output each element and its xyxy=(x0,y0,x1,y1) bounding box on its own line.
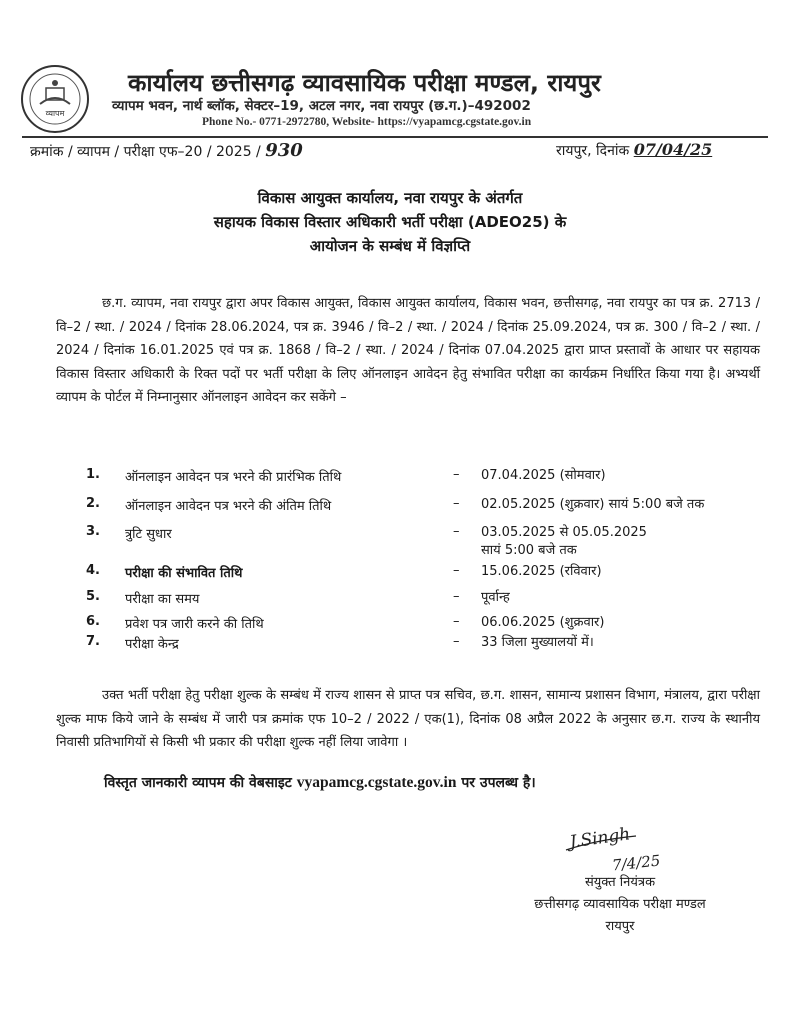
schedule-item-value: 02.05.2025 (शुक्रवार) सायं 5:00 बजे तक xyxy=(481,497,705,512)
schedule-item-dash: – xyxy=(453,524,460,539)
vyapam-logo-seal xyxy=(20,64,90,134)
schedule-item-dash: – xyxy=(453,467,460,482)
website-link[interactable]: vyapamcg.cgstate.gov.in xyxy=(296,774,457,791)
schedule-item-value: पूर्वान्ह xyxy=(481,590,510,605)
schedule-item-label: प्रवेश पत्र जारी करने की तिथि xyxy=(125,617,264,632)
schedule-item-dash: – xyxy=(453,589,460,604)
letterhead-divider xyxy=(22,136,768,138)
reference-number-handwritten: 930 xyxy=(265,140,303,161)
handwritten-signature xyxy=(556,822,696,878)
schedule-item-number: 1. xyxy=(86,467,100,482)
office-contact: Phone No.- 0771-2972780, Website- https://vyapamcg.cgstate.gov.in xyxy=(202,116,532,128)
schedule-item-number: 7. xyxy=(86,634,100,649)
reference-number-prefix: क्रमांक / व्यापम / परीक्षा एफ–20 / 2025 / xyxy=(30,144,261,160)
schedule-item-value: 06.06.2025 (शुक्रवार) xyxy=(481,615,605,630)
schedule-item-value xyxy=(481,524,647,560)
schedule-item-label: त्रुटि सुधार xyxy=(125,527,172,542)
reference-date-prefix: रायपुर, दिनांक xyxy=(556,143,630,159)
schedule-item-value: 15.06.2025 (रविवार) xyxy=(481,564,602,579)
schedule-item-label: परीक्षा केन्द्र xyxy=(125,637,179,652)
reference-date xyxy=(556,140,712,160)
schedule-item-number: 3. xyxy=(86,524,100,539)
schedule-item-dash: – xyxy=(453,563,460,578)
schedule-item-dash: – xyxy=(453,614,460,629)
schedule-item-value: 33 जिला मुख्यालयों में। xyxy=(481,635,594,650)
website-note xyxy=(104,773,536,792)
signatory-block xyxy=(500,872,740,938)
schedule-item-dash: – xyxy=(453,496,460,511)
intro-paragraph: छ.ग. व्यापम, नवा रायपुर द्वारा अपर विकास आयुक्त, विकास आयुक्त कार्यालय, विकास भवन, छत्तीसगढ़, नवा रायपुर का पत्र क्र. 2713 / वि–2 / स्था. / 2024 / दिनांक 28.06.2024, पत्र क्र. 3946 / वि–2 / स्था. / 2024 / दिनांक 25.09.2024, पत्र क्र. 300 / वि–2 / स्था. / 2024 / दिनांक 16.01.2025 एवं पत्र क्र. 1868 / वि–2 / स्था. / 2024 / दिनांक 07.04.2025 द्वारा प्राप्त प्रस्तावों के आधार पर सहायक विकास विस्तार अधिकारी के रिक्त पदों पर भर्ती परीक्षा के लिए ऑनलाइन आवेदन हेतु संभावित परीक्षा का कार्यक्रम निर्धारित किया गया है। अभ्यर्थी व्यापम के पोर्टल में निम्नानुसार ऑनलाइन आवेदन कर सकेंगे – xyxy=(56,296,760,405)
office-title: कार्यालय छत्तीसगढ़ व्यावसायिक परीक्षा मण्डल, रायपुर xyxy=(128,69,601,97)
website-note-suffix: पर उपलब्ध है। xyxy=(461,775,536,791)
schedule-item-number: 5. xyxy=(86,589,100,604)
reference-date-handwritten: 07/04/25 xyxy=(633,140,713,159)
schedule-item-dash: – xyxy=(453,634,460,649)
notice-subject xyxy=(120,186,660,258)
schedule-item-value-line1: 03.05.2025 से 05.05.2025 xyxy=(481,525,647,540)
signatory-city: रायपुर xyxy=(605,919,635,934)
signatory-organization: छत्तीसगढ़ व्यावसायिक परीक्षा मण्डल xyxy=(534,897,706,912)
subject-line-2: सहायक विकास विस्तार अधिकारी भर्ती परीक्षा (ADEO25) के xyxy=(213,213,567,231)
signatory-designation: संयुक्त नियंत्रक xyxy=(584,875,656,890)
schedule-item-number: 6. xyxy=(86,614,100,629)
office-address: व्यापम भवन, नार्थ ब्लॉक, सेक्टर–19, अटल नगर, नवा रायपुर (छ.ग.)–492002 xyxy=(112,98,531,114)
subject-line-3: आयोजन के सम्बंध में विज्ञप्ति xyxy=(309,237,471,255)
svg-text:व्यापम: व्यापम xyxy=(45,109,65,118)
schedule-item-value-line2: सायं 5:00 बजे तक xyxy=(481,543,577,558)
schedule-item-label: परीक्षा का समय xyxy=(125,592,200,607)
fee-paragraph: उक्त भर्ती परीक्षा हेतु परीक्षा शुल्क के सम्बंध में राज्य शासन से प्राप्त पत्र सचिव, छ.ग. शासन, सामान्य प्रशासन विभाग, मंत्रालय, द्वारा परीक्षा शुल्क माफ किये जाने के सम्बंध में जारी पत्र क्रमांक एफ 10–2 / 2022 / एक(1), दिनांक 08 अप्रैल 2022 के अनुसार छ.ग. राज्य के स्थानीय निवासी प्रतिभागियों से किसी भी प्रकार की परीक्षा शुल्क नहीं लिया जावेगा । xyxy=(56,688,760,750)
schedule-item-label: ऑनलाइन आवेदन पत्र भरने की अंतिम तिथि xyxy=(125,499,332,514)
schedule-item-value: 07.04.2025 (सोमवार) xyxy=(481,468,606,483)
schedule-item-label: ऑनलाइन आवेदन पत्र भरने की प्रारंभिक तिथि xyxy=(125,470,342,485)
subject-line-1: विकास आयुक्त कार्यालय, नवा रायपुर के अंतर्गत xyxy=(257,189,523,207)
schedule-item-label: परीक्षा की संभावित तिथि xyxy=(125,566,243,581)
schedule-item-number: 4. xyxy=(86,563,100,578)
schedule-item-number: 2. xyxy=(86,496,100,511)
reference-number xyxy=(30,140,303,161)
svg-text:J.Singh: J.Singh xyxy=(568,824,632,853)
svg-text:7/4/25: 7/4/25 xyxy=(611,851,662,875)
website-note-prefix: विस्तृत जानकारी व्यापम की वेबसाइट xyxy=(104,775,292,791)
